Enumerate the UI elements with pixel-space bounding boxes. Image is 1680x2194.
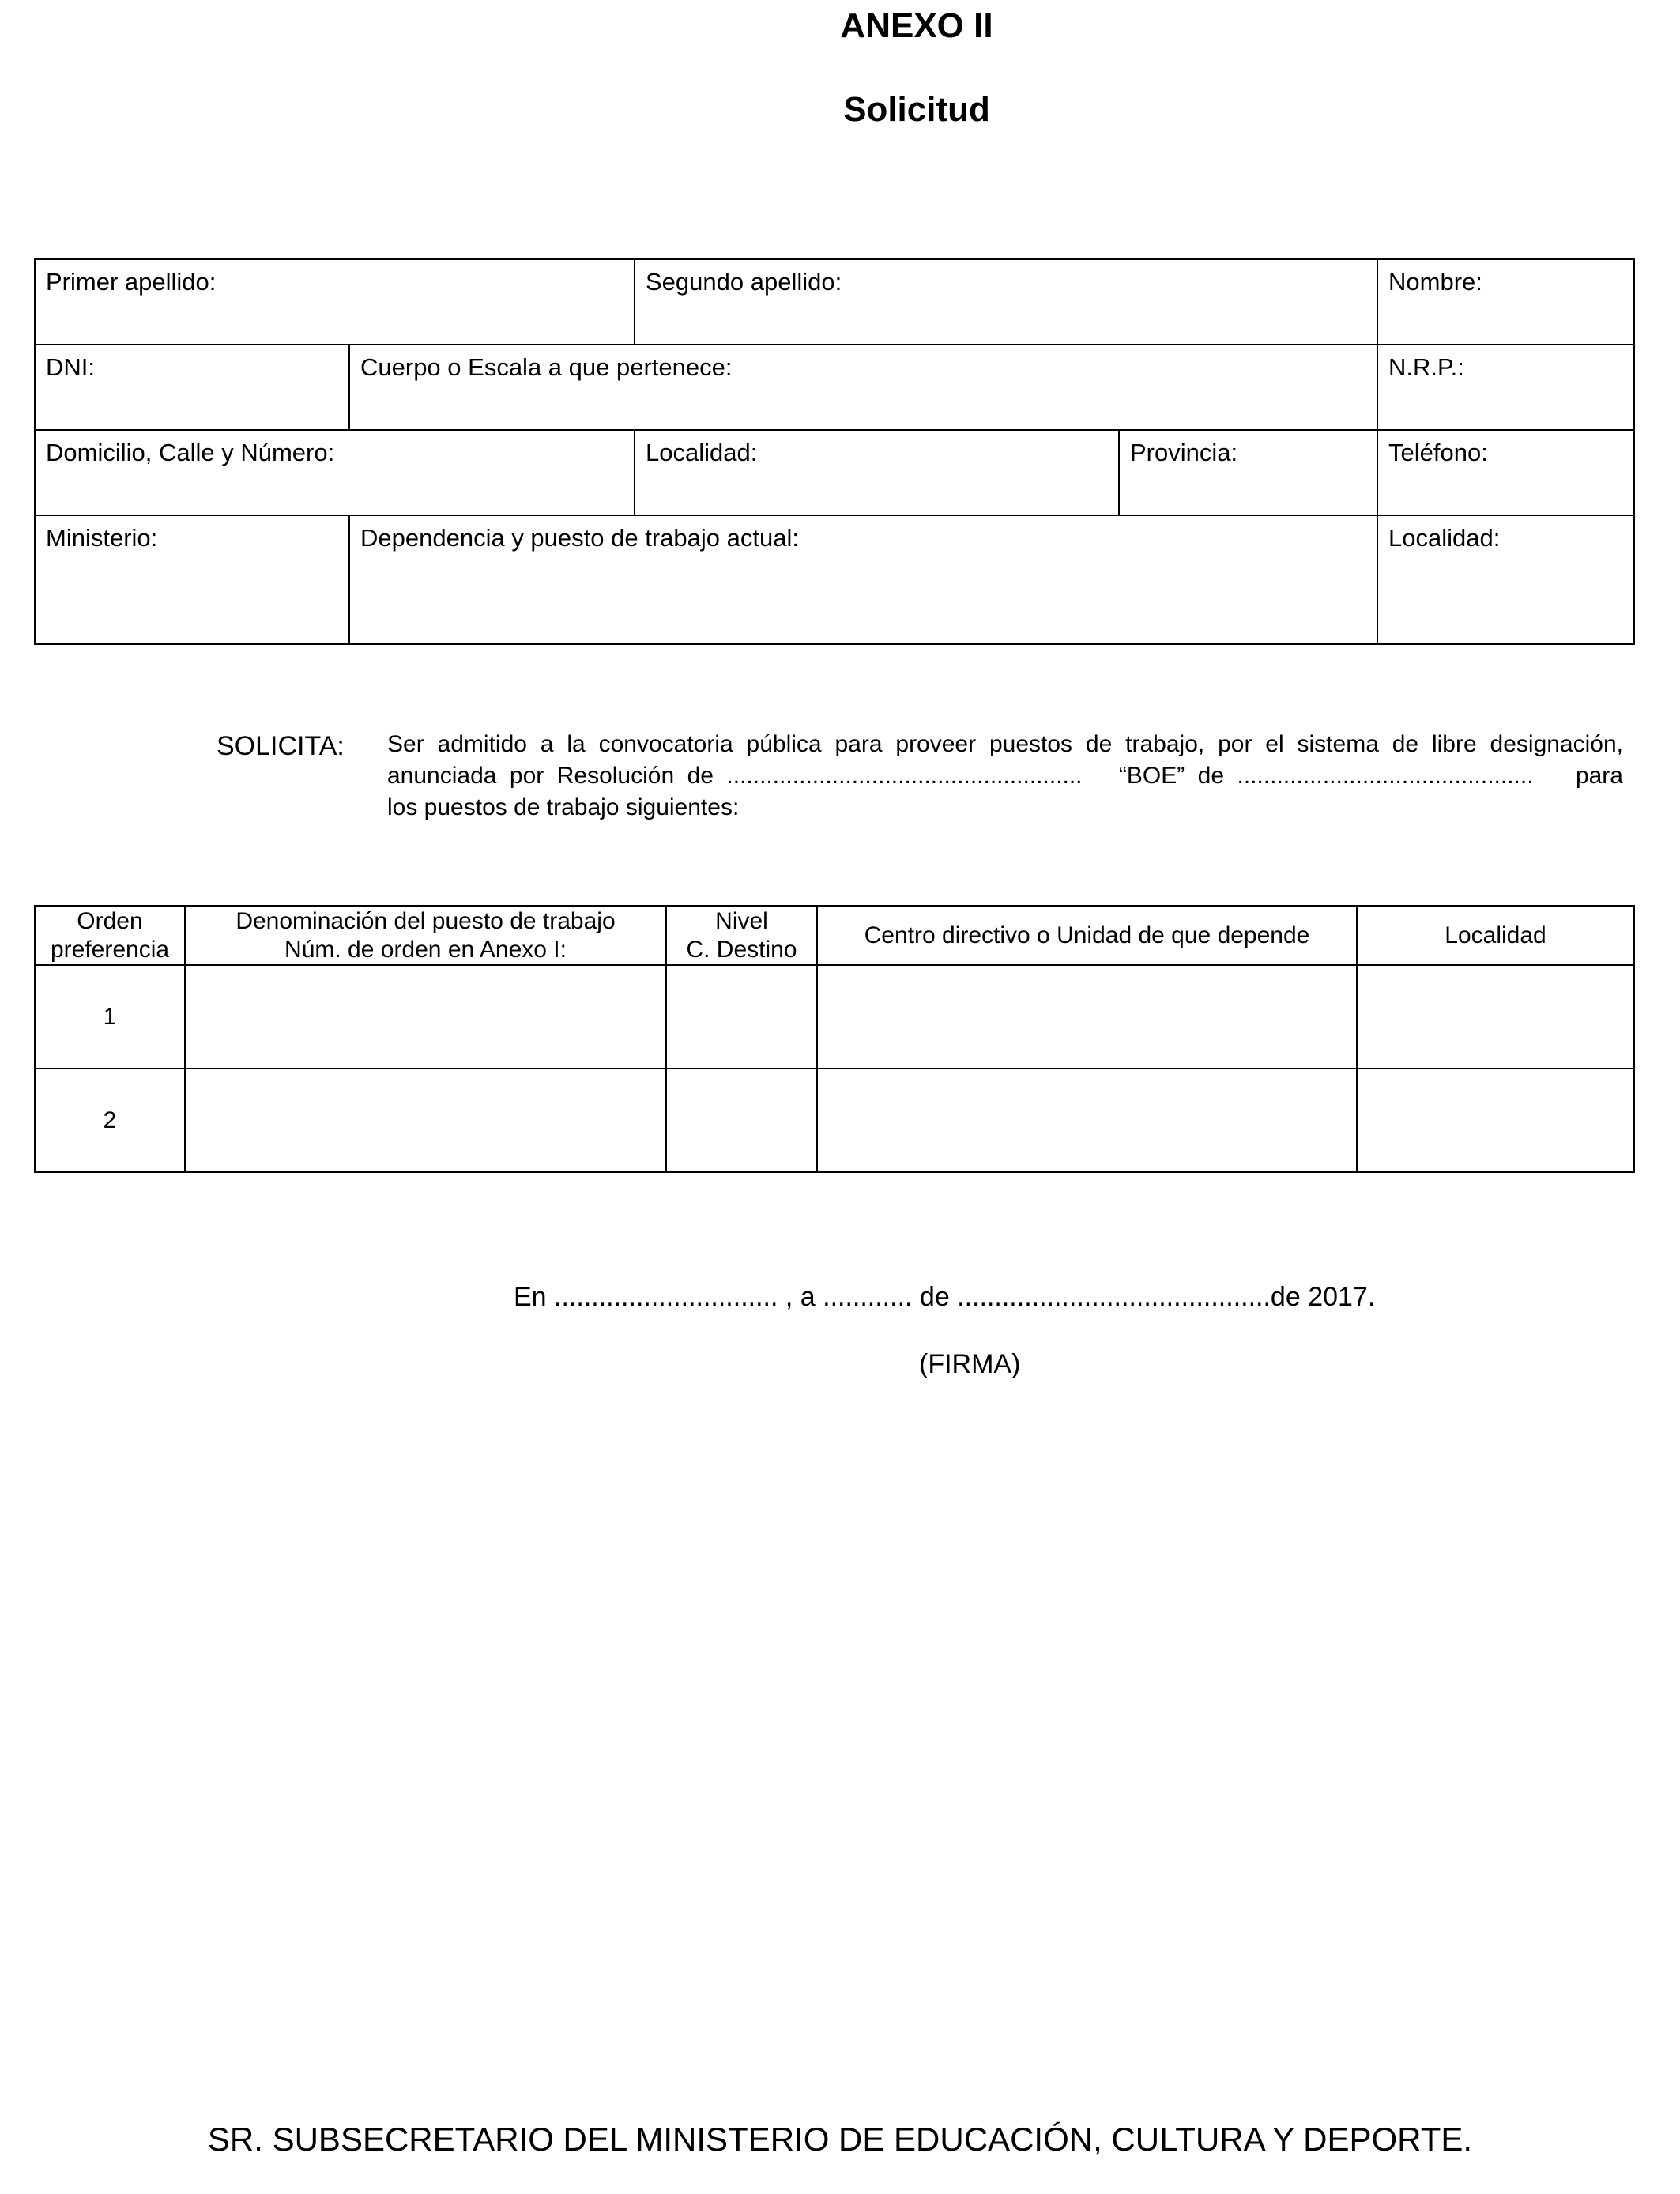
header-denominacion (185, 906, 666, 965)
field-ministerio[interactable]: Ministerio: (35, 515, 349, 644)
resolucion-label: anunciada por Resolución de (387, 763, 714, 789)
table-header-row (35, 906, 1634, 965)
signature-label: (FIRMA) (919, 1349, 1021, 1379)
cell-localidad[interactable] (1357, 965, 1634, 1069)
cell-nivel[interactable] (666, 965, 817, 1069)
header-nivel-line1: Nivel (715, 907, 768, 934)
puestos-table (34, 905, 1635, 1173)
field-provincia[interactable]: Provincia: (1119, 430, 1377, 515)
solicita-text (387, 729, 1623, 824)
cell-orden: 1 (35, 965, 185, 1069)
header-denominacion-line1: Denominación del puesto de trabajo (235, 907, 616, 934)
solicita-label: SOLICITA: (217, 731, 345, 761)
field-primer-apellido[interactable]: Primer apellido: (35, 259, 635, 345)
header-denominacion-line2: Núm. de orden en Anexo I: (284, 936, 567, 963)
table-row (35, 1069, 1634, 1172)
cell-orden: 2 (35, 1069, 185, 1172)
header-orden-line1: Orden (77, 907, 143, 934)
field-nrp[interactable]: N.R.P.: (1377, 345, 1634, 430)
para-label: para (1575, 763, 1623, 789)
field-dependencia-puesto[interactable]: Dependencia y puesto de trabajo actual: (349, 515, 1377, 644)
cell-denominacion[interactable] (185, 1069, 666, 1172)
field-segundo-apellido[interactable]: Segundo apellido: (635, 259, 1377, 345)
cell-centro[interactable] (817, 1069, 1357, 1172)
cell-denominacion[interactable] (185, 965, 666, 1069)
place-date-line[interactable]: En .............................. , a ............ de ..........................................de 2017. (514, 1282, 1376, 1312)
field-dni[interactable]: DNI: (35, 345, 349, 430)
boe-label: “BOE” de (1118, 763, 1225, 789)
field-localidad-actual[interactable]: Localidad: (1377, 515, 1634, 644)
field-domicilio[interactable]: Domicilio, Calle y Número: (35, 430, 635, 515)
field-telefono[interactable]: Teléfono: (1377, 430, 1634, 515)
table-row (35, 965, 1634, 1069)
header-centro: Centro directivo o Unidad de que depende (817, 906, 1357, 965)
personal-data-form (34, 258, 1635, 645)
field-nombre[interactable]: Nombre: (1377, 259, 1634, 345)
addressee-footer: SR. SUBSECRETARIO DEL MINISTERIO DE EDUCACIÓN, CULTURA Y DEPORTE. (207, 2120, 1473, 2158)
field-localidad[interactable]: Localidad: (635, 430, 1119, 515)
resolucion-blank[interactable]: ...................................................... (726, 763, 1083, 789)
boe-blank[interactable]: ............................................. (1237, 763, 1534, 789)
solicita-line-2 (387, 760, 1623, 792)
header-orden-line2: preferencia (50, 936, 170, 963)
document-title: Solicitud (843, 90, 990, 129)
header-localidad: Localidad (1357, 906, 1634, 965)
annex-title: ANEXO II (840, 6, 993, 45)
header-orden (35, 906, 185, 965)
cell-localidad[interactable] (1357, 1069, 1634, 1172)
solicita-line-3: los puestos de trabajo siguientes: (387, 794, 740, 820)
cell-centro[interactable] (817, 965, 1357, 1069)
header-nivel-line2: C. Destino (686, 936, 797, 963)
cell-nivel[interactable] (666, 1069, 817, 1172)
field-cuerpo-escala[interactable]: Cuerpo o Escala a que pertenece: (349, 345, 1377, 430)
solicita-line-1: Ser admitido a la convocatoria pública para proveer puestos de trabajo, por el sistema de libre designación, (387, 731, 1623, 757)
header-nivel (666, 906, 817, 965)
